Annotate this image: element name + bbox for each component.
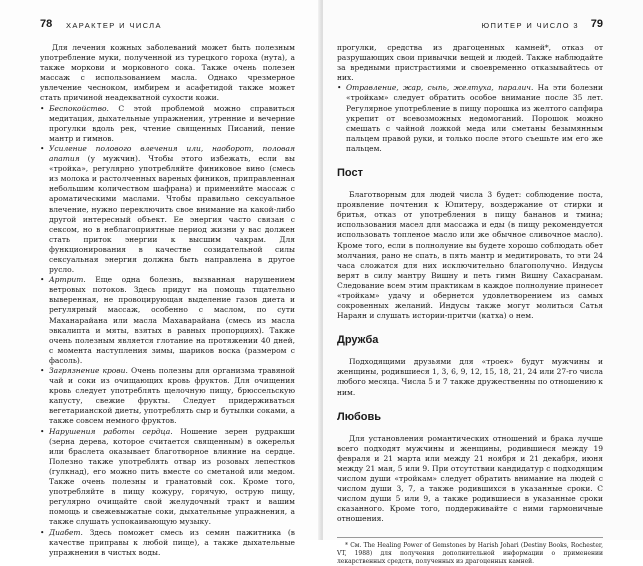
list-item-text: Здесь поможет смесь из семян пажитника (в качестве приправы к любой пище), а также дыхательные упражнения в чистых воды.	[49, 527, 295, 557]
list-item	[40, 104, 295, 144]
left-page-header	[40, 19, 295, 33]
list-item-text: Ношение зерен рудракши (зерна дерева, которое считается священным) в ожерелья или браслета оказывает благотворное влияние на сердце. Полезно также употреблять отвар из розовых лепестков (гулкнад), его можно пить вместе со сметаной или медом. Также очень полезны и гранатовый сок. Кроме того, употребляйте в пищу кожуру, горячую, острую пищу, регулярно очищайте свой желудочный тракт и вашим помощь и свежевыжатые соки, дыхательные упражнения, а также слушать успокаивающую музыку.	[49, 426, 295, 527]
list-item-term: Диабет.	[49, 527, 83, 537]
bullet-icon: •	[40, 426, 45, 436]
section-heading: Пост	[337, 167, 363, 180]
left-page-body	[40, 43, 295, 558]
list-item	[337, 83, 603, 154]
right-page-header	[337, 19, 603, 33]
list-item-term: Нарушения работы сердца.	[49, 426, 173, 436]
list-item-text: С этой проблемой можно справиться медитация, дыхательные упражнения, утренние и вечерние прогулки вдоль рек, чтение священных Писаний, пение мантр и гимнов.	[49, 103, 295, 143]
right-running-head: ЮПИТЕР И ЧИСЛО 3	[481, 21, 579, 30]
left-page-number: 78	[40, 18, 53, 30]
paragraph: Для лечения кожных заболеваний может быть полезным употребление муки, полученной из турецкого гороха (нута), а также моркови и морковного сока. Также очень полезен массаж с использованием масла. Однако чрезмерное увлечение чесноком, имбирем и асафетидой также может стать причиной неадекватной сухости кожи.	[40, 43, 295, 103]
list-item	[40, 144, 295, 275]
left-page	[0, 0, 320, 557]
paragraph: Для установления романтических отношений и брака лучше всего подходят мужчины и женщины, родившиеся между 19 февраля и 21 марта или между 21 ноября и 21 декабря, июня между 21 мая, 5 или 9. При отсутствии кандидатур с подходящим числом души «тройкам» следует обратить внимание на людей с числом души 3, 7, а также родившихся в указанные сроки. С числом души 5 или 9, а также родившиеся в указанные сроки сказанного. Кроме того, поддерживайте с ними гармоничные отношения.	[337, 433, 603, 524]
left-running-head: ХАРАКТЕР И ЧИСЛА	[66, 21, 162, 30]
list-item	[40, 275, 295, 366]
bullet-icon: •	[337, 83, 342, 93]
list-item-text: Очень полезны для организма травяной чай и соки из очищающих кровь фруктов. Для очищения кровь следует употреблять щелочную пищу, брюссельскую капусту, свежие фрукты. Следует придерживаться вегетарианской диеты, употреблять сыр и бутылки соками, а также совсем немного фруктов.	[49, 366, 296, 426]
list-item-term: Отравление, жар, сыпь, желтуха, паралич.	[346, 83, 534, 93]
list-item	[40, 427, 295, 528]
bullet-icon: •	[40, 103, 45, 113]
right-page-number: 79	[590, 18, 603, 30]
list-item-text: На эти болезни «тройкам» следует обратить особое внимание после 35 лет. Регулярное употребление в пищу порошка из желтого сапфира укрепит от всевозможных недомоганий. Порошок можно смешать с чайной ложкой меда или сметаны безымянным пальцем правой руки, и только после этого съешьте им его же пальцем.	[346, 83, 603, 153]
footnote-divider	[337, 537, 603, 538]
right-page	[323, 0, 643, 566]
list-item	[40, 528, 295, 558]
list-item-text: Еще одна болезнь, вызванная нарушением ветровых потоков. Здесь придут на помощь тщательно выверенная, не провоцирующая выделение газов диета и регулярный массаж, особенно с маслом, по сути Маханарайана или масла Махаварайана (смесь из масла эвкалипта и мяты, взятых в равных пропорциях). Также очень полезным является глотание на протяжении 40 дней, с момента наступления зимы, шариков воска (размером с фасоль).	[49, 275, 295, 365]
footnote: * См. The Healing Power of Gemstones by Harish Johari (Destiny Books, Rochester, VT, 1988) для получения дополнительной информации о применении лекарственных средств, полученных из драгоценных камней.	[337, 542, 603, 566]
paragraph: прогулки, средства из драгоценных камней*, отказ от разрушающих свои привычки вещей и людей. Также наблюдайте за вредными пристрастиями и своевременно отказывайтесь от них.	[337, 43, 603, 83]
bullet-icon: •	[40, 527, 45, 537]
list-item-term: Артрит.	[49, 275, 86, 285]
bullet-icon: •	[40, 366, 45, 375]
section-heading: Любовь	[337, 410, 382, 423]
list-item	[40, 366, 295, 427]
right-page-body	[337, 43, 603, 566]
paragraph: Благотворным для людей числа 3 будет: соблюдение поста, проявление почтения к Юпитеру, воздержание от стирки и бритья, отказ от употребления в пищу бананов и тмина; использования масел для массажа и еды (в пищу рекомендуется использовать топленое масло или же обычное сливочное масло). Кроме того, если в полнолуние вы будете хорошо соблюдать обет молчания, рано не спать, в пять мантр и медитировать, то эти 24 часа сложатся для них исключительно благополучно. Индусы верят в силу мантру Вишну и петь гимн Вишну Сахасранам. Следование всем этим практикам в каждое полнолуние принесет «тройкам» удачу и обернется удовлетворением из самых сокровенных желаний. Индусы также могут молиться Сатья Нараян и слушать истории-притчи (катха) о нем.	[337, 190, 603, 321]
section-heading: Дружба	[337, 334, 379, 347]
paragraph: Подходящими друзьями для «троек» будут мужчины и женщины, родившиеся 1, 3, 6, 9, 12, 15, 18, 21, 24 или 27-го числа любого месяца. Числа 5 и 7 также дружественны по отношению к ним.	[337, 357, 603, 397]
list-item-term: Загрязнение крови.	[49, 366, 128, 375]
bullet-icon: •	[40, 275, 45, 285]
list-item-term: Беспокойство.	[49, 103, 109, 113]
bullet-icon: •	[40, 143, 45, 153]
list-item-text: (у мужчин). Чтобы этого избежать, если вы «тройка», регулярно употребляйте финиковое вино (смесь из молока и растолченных вареных фиников, приправленная небольшим количеством шафрана) и применяйте массаж с ароматическими маслами. Чтобы правильно сексуальное влечение, нужно переключить свое внимание на какой-либо другой интересный объект. Ее энергия часто связан с сексом, но в неблагоприятные период жизни у вас должен стать приток энергии к высшим чакрам. Для функционирования в качестве созидательной силы сексуальная энергия должна быть направлена в другое русло.	[49, 154, 295, 275]
list-item-term: Усиление полового влечения или, наоборот, половая апатия	[49, 143, 295, 164]
